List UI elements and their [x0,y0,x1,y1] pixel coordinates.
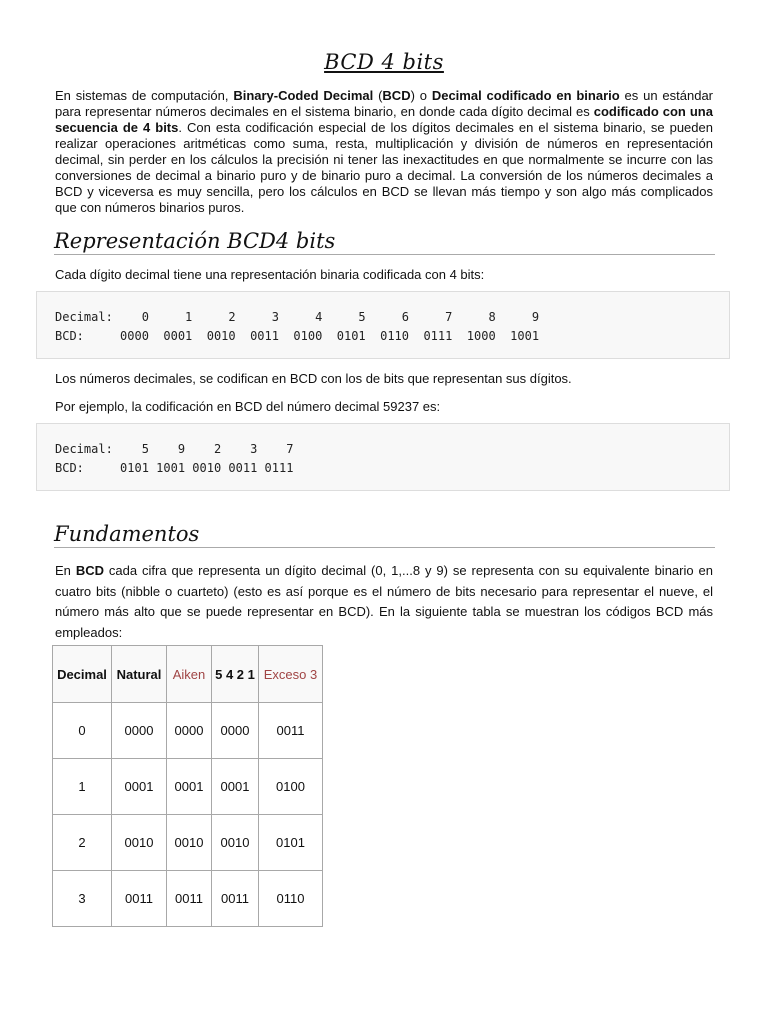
table-cell: 0010 [167,815,212,871]
code-block-example [36,423,730,491]
fund-text-2: cada cifra que representa un dígito decimal (0, 1,...8 y 9) se representa con su equivalente binario en cuatro bits (nibble o cuarteto) (esto es así porque es el número de bits necesario para representar el nueve, el número más alto que se puede representar en BCD). En la siguiente tabla se muestran los códigos BCD más empleados: [55,563,713,640]
table-cell: 0101 [259,815,323,871]
intro-bold-1: Binary-Coded Decimal [233,88,374,103]
header-5421: 5 4 2 1 [212,646,259,703]
intro-text-5: . Con esta codificación especial de los dígitos decimales en el sistema binario, se pueden realizar operaciones aritméticas como suma, resta, multiplicación y división de números en representación decimal, sin perder en los cálculos la precisión ni tener las inexactitudes en que normalmente se incurre con las conversiones de decimal a binario puro y de binario puro a decimal. La conversión de los números decimales a BCD y viceversa es muy sencilla, pero los cálculos en BCD se llevan más tiempo y son algo más complicados que con números binarios puros. [55,120,713,215]
table-cell: 0010 [212,815,259,871]
header-natural: Natural [112,646,167,703]
table-row [53,815,323,871]
bcd-codes-table [52,645,323,927]
intro-text-3: ) o [410,88,432,103]
intro-bold-4: codificado con una secuencia de 4 bits [55,104,713,135]
code-line-bcd: BCD: 0000 0001 0010 0011 0100 0101 0110 0111 1000 1001 [55,329,540,343]
table-cell: 0001 [112,759,167,815]
code-line-decimal: Decimal: 0 1 2 3 4 5 6 7 8 9 [55,310,540,324]
section1-line2: Los números decimales, se codifican en BCD con los de bits que representan sus dígitos. [55,371,572,386]
fund-bold-1: BCD [75,563,104,578]
fundamentos-paragraph [55,561,713,643]
table-cell: 1 [53,759,112,815]
table-header-row [53,646,323,703]
header-aiken: Aiken [167,646,212,703]
intro-bold-2: BCD [382,88,411,103]
section1-line3: Por ejemplo, la codificación en BCD del número decimal 59237 es: [55,399,441,414]
section-heading-fundamentos: Fundamentos [54,521,715,548]
table-cell: 2 [53,815,112,871]
table-cell: 0001 [167,759,212,815]
table-cell: 0000 [112,703,167,759]
section1-line1: Cada dígito decimal tiene una representación binaria codificada con 4 bits: [55,267,485,282]
intro-text-1: En sistemas de computación, [55,88,234,103]
table-row [53,871,323,927]
code-line-example-bcd: BCD: 0101 1001 0010 0011 0111 [55,461,294,475]
table-cell: 0011 [212,871,259,927]
table-cell: 0000 [212,703,259,759]
table-cell: 0 [53,703,112,759]
table-cell: 0000 [167,703,212,759]
table-cell: 0100 [259,759,323,815]
table-row [53,703,323,759]
code-block-digits [36,291,730,359]
intro-bold-3: Decimal codificado en binario [431,88,620,103]
intro-text-4: es un estándar para representar números decimales en el sistema binario, en donde cada dígito decimal es [55,88,714,119]
table-cell: 0110 [259,871,323,927]
page-title: BCD 4 bits [324,50,444,74]
code-line-example-decimal: Decimal: 5 9 2 3 7 [55,442,294,456]
table-row [53,759,323,815]
section-heading-representacion: Representación BCD4 bits [54,228,715,255]
header-exceso-3: Exceso 3 [259,646,323,703]
table-cell: 0010 [112,815,167,871]
table-cell: 0011 [259,703,323,759]
fund-text-1: En [55,563,76,578]
table-cell: 0011 [167,871,212,927]
intro-text-2: ( [373,88,383,103]
table-cell: 3 [53,871,112,927]
table-cell: 0001 [212,759,259,815]
header-decimal: Decimal [53,646,112,703]
intro-paragraph [55,88,713,216]
table-cell: 0011 [112,871,167,927]
